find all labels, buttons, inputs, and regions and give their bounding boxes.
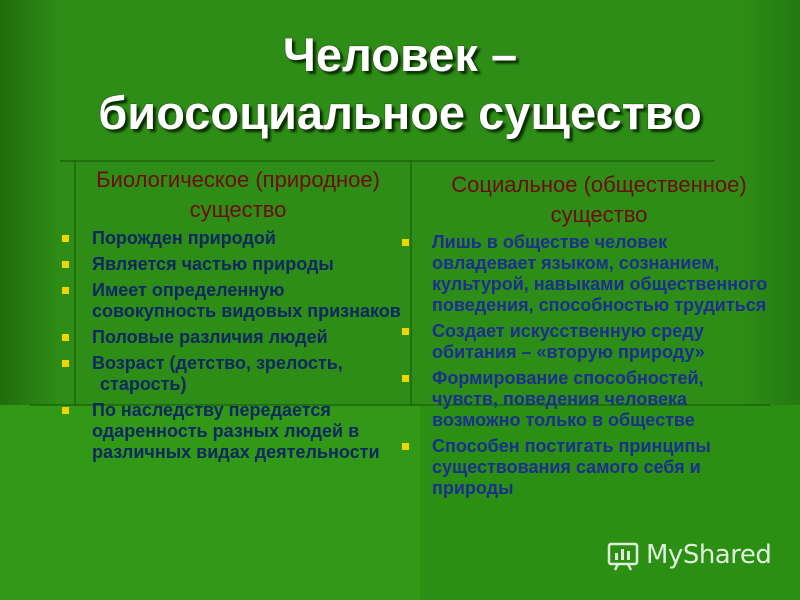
list-item-text: Имеет определенную совокупность видовых признаков <box>92 280 401 321</box>
decorative-line-top <box>60 160 715 162</box>
myshared-watermark[interactable] <box>606 535 771 575</box>
list-item-text: Формирование способностей, чувств, поведения человека возможно только в обществе <box>432 368 704 430</box>
list-item-text: Создает искусственную среду обитания – «вторую природу» <box>432 321 705 362</box>
list-item-text: Способен постигать принципы существования самого себя и природы <box>432 436 711 498</box>
list-item <box>62 353 402 395</box>
list-item <box>62 280 402 322</box>
slide-title <box>0 26 800 142</box>
social-traits-list <box>402 232 774 504</box>
bullet-icon <box>402 328 409 335</box>
social-heading <box>414 170 784 230</box>
list-item <box>402 232 774 316</box>
list-item <box>62 254 402 275</box>
bullet-icon <box>62 287 69 294</box>
list-item-text: Порожден природой <box>92 228 276 248</box>
list-item-text: Является частью природы <box>92 254 334 274</box>
bullet-icon <box>402 443 409 450</box>
social-heading-line-2: существо <box>550 202 648 227</box>
list-item-text: Половые различия людей <box>92 327 328 347</box>
bullet-icon <box>402 239 409 246</box>
bullet-icon <box>62 261 69 268</box>
list-item-text: По наследству передается одаренность разных людей в различных видах деятельности <box>92 400 380 462</box>
list-item <box>402 321 774 363</box>
myshared-logo-icon <box>606 538 640 572</box>
biological-heading-line-2: существо <box>189 197 287 222</box>
list-item-text: Возраст (детство, зрелость, <box>92 353 343 373</box>
biological-heading <box>58 165 418 225</box>
list-item <box>402 368 774 431</box>
biological-heading-line-1: Биологическое (природное) <box>96 167 380 192</box>
bullet-icon <box>402 375 409 382</box>
bullet-icon <box>62 235 69 242</box>
list-item <box>402 436 774 499</box>
social-heading-line-1: Социальное (общественное) <box>451 172 747 197</box>
list-item <box>62 228 402 249</box>
list-item <box>62 327 402 348</box>
biological-traits-list <box>62 228 402 468</box>
title-line-2: биосоциальное существо <box>98 86 702 139</box>
list-item-text: Лишь в обществе человек овладевает языком, сознанием, культурой, навыками общественного поведения, способностью трудиться <box>432 232 768 315</box>
list-item <box>62 400 402 463</box>
bullet-icon <box>62 334 69 341</box>
watermark-text: MyShared <box>646 540 772 570</box>
title-line-1: Человек – <box>282 28 518 81</box>
list-item-continuation: старость) <box>100 374 187 394</box>
bullet-icon <box>62 360 69 367</box>
bullet-icon <box>62 407 69 414</box>
